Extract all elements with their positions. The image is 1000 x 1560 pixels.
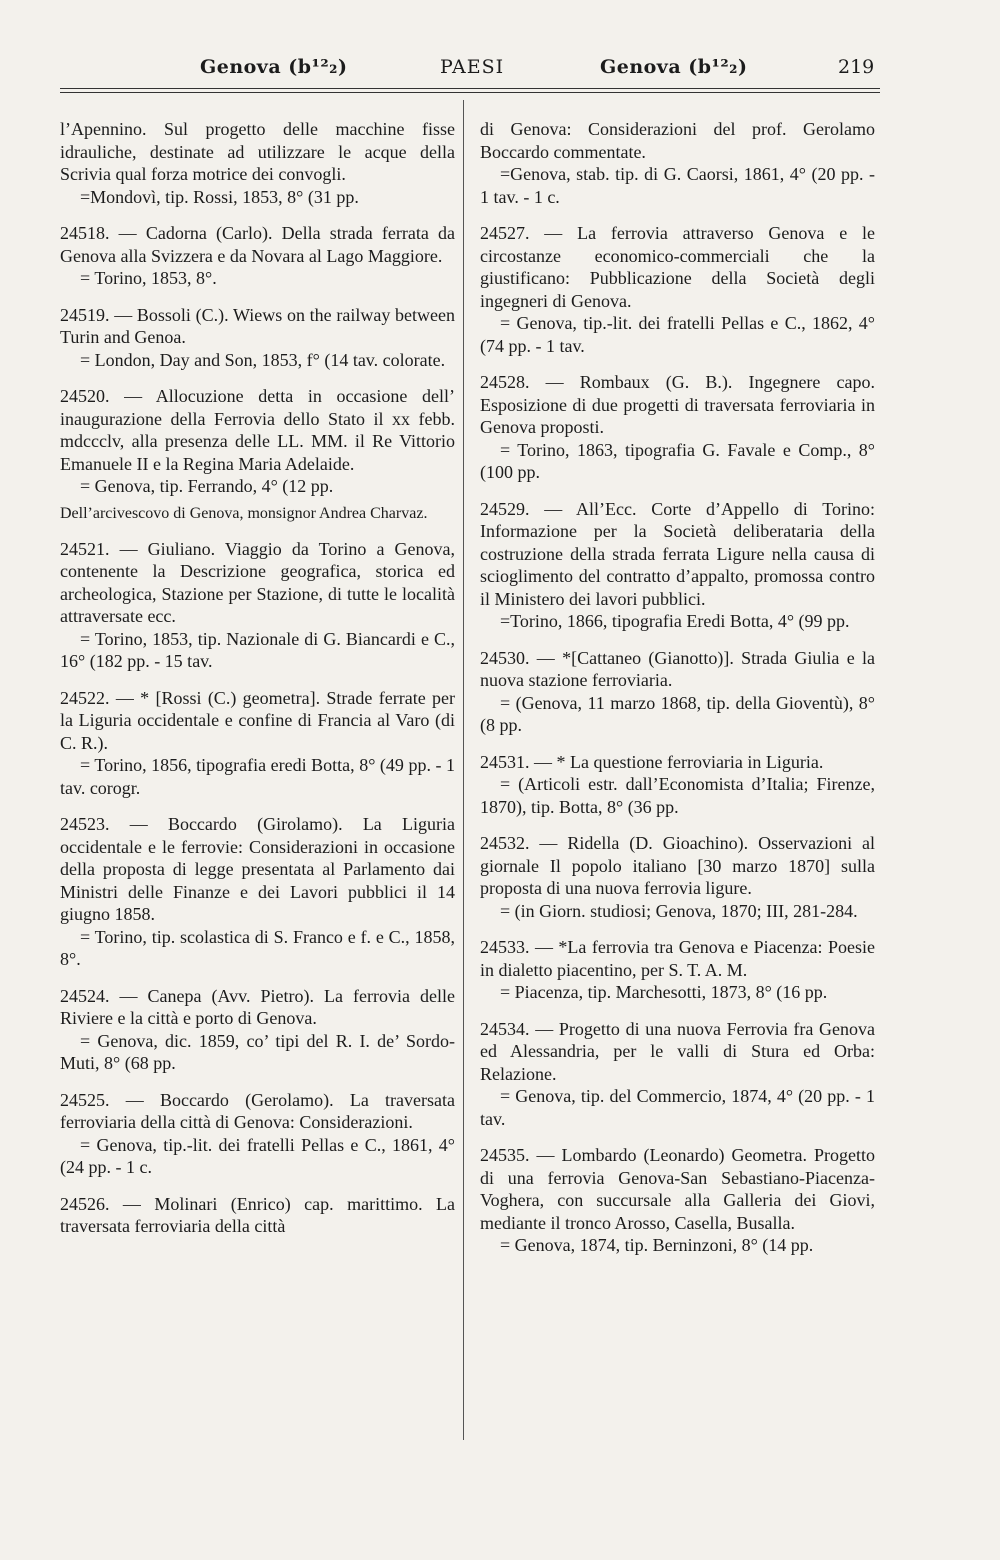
- column-divider: [463, 100, 464, 1440]
- entry-text: 24525. — Boccardo (Gerolamo). La traversata ferroviaria della città di Genova: Considerazioni.: [60, 1089, 455, 1132]
- entry-text: 24518. — Cadorna (Carlo). Della strada ferrata da Genova alla Svizzera e da Novara al Lago Maggiore.: [60, 223, 455, 266]
- entry-text: 24526. — Molinari (Enrico) cap. marittimo. La traversata ferroviaria della città: [60, 1193, 455, 1236]
- entry-text: l’Apennino. Sul progetto delle macchine fisse idrauliche, destinate ad utilizzare le acque della Scrivia qual forza motrice dei convogli.: [60, 119, 455, 184]
- entry-text: 24523. — Boccardo (Girolamo). La Liguria occidentale e le ferrovie: Considerazioni in occasione della proposta di legge presentata al Parlamento dai Ministri delle Finanze e dei Lavori pubblici il 14 giugno 1858.: [60, 814, 455, 924]
- entry-imprint: = Genova, tip.-lit. dei fratelli Pellas e C., 1861, 4° (24 pp. - 1 c.: [60, 1134, 455, 1177]
- entry-imprint: = (in Giorn. studiosi; Genova, 1870; III, 281-284.: [500, 900, 858, 921]
- entry-24525: [60, 1089, 455, 1179]
- left-column: [60, 118, 455, 1252]
- entry-imprint: = Torino, tip. scolastica di S. Franco e f. e C., 1858, 8°.: [60, 926, 455, 969]
- entry-text: 24534. — Progetto di una nuova Ferrovia fra Genova ed Alessandria, per le valli di Stura ed Orba: Relazione.: [480, 1018, 875, 1084]
- entry-text: 24519. — Bossoli (C.). Wiews on the railway between Turin and Genoa.: [60, 304, 455, 347]
- entry-24530: [480, 647, 875, 737]
- entry-text: 24535. — Lombardo (Leonardo) Geometra. Progetto di una ferrovia Genova-San Sebastiano-Piacenza-Voghera, con succursale alla Galleria dei Giovi, mediante il tronco Arosso, Casella, Busalla.: [480, 1145, 875, 1233]
- entry-imprint: = Torino, 1856, tipografia eredi Botta, 8° (49 pp. - 1 tav. corogr.: [60, 755, 455, 798]
- entry-24527: [480, 222, 875, 357]
- entry-imprint: = Piacenza, tip. Marchesotti, 1873, 8° (16 pp.: [500, 982, 828, 1002]
- entry-24526: [60, 1193, 455, 1238]
- header-section-title: PAESI: [440, 56, 505, 78]
- entry-24528: [480, 371, 875, 484]
- header-left-title: Genova (b¹²₂): [200, 56, 348, 78]
- entry-text: 24529. — All’Ecc. Corte d’Appello di Torino: Informazione per la Società deliberataria della costruzione della strada ferrata Ligure nella causa di scioglimento del contratto d’appalto, promossa contro il Ministero dei lavori pubblici.: [480, 498, 875, 609]
- entry-24531: [480, 751, 875, 819]
- entry-imprint: = Genova, 1874, tip. Berninzoni, 8° (14 pp.: [500, 1235, 814, 1255]
- entry-imprint: =Genova, stab. tip. di G. Caorsi, 1861, 4° (20 pp. - 1 tav. - 1 c.: [480, 164, 875, 207]
- entry-imprint: = (Articoli estr. dall’Economista d’Italia; Firenze, 1870), tip. Botta, 8° (36 pp.: [480, 774, 875, 817]
- header-rule-bottom: [60, 92, 880, 93]
- entry-24535: [480, 1144, 875, 1257]
- entry-24524: [60, 985, 455, 1075]
- entry-continuation: [60, 118, 455, 208]
- entry-24532: [480, 832, 875, 922]
- entry-text: 24532. — Ridella (D. Gioachino). Osservazioni al giornale Il popolo italiano [30 marzo 1870] sulla proposta di una nuova ferrovia ligure.: [480, 833, 875, 898]
- entry-imprint: = Genova, dic. 1859, co’ tipi del R. I. de’ Sordo-Muti, 8° (68 pp.: [60, 1030, 455, 1073]
- entry-imprint: = Genova, tip. del Commercio, 1874, 4° (20 pp. - 1 tav.: [480, 1086, 875, 1129]
- entry-24529: [480, 498, 875, 633]
- right-column: [480, 118, 875, 1271]
- entry-imprint: = Genova, tip.-lit. dei fratelli Pellas e C., 1862, 4° (74 pp. - 1 tav.: [480, 313, 875, 356]
- entry-imprint: = Torino, 1863, tipografia G. Favale e Comp., 8° (100 pp.: [480, 439, 875, 482]
- entry-24534: [480, 1018, 875, 1131]
- entry-text: 24522. — * [Rossi (C.) geometra]. Strade ferrate per la Liguria occidentale e confine di Francia al Varo (di C. R.).: [60, 687, 455, 753]
- entry-text: 24524. — Canepa (Avv. Pietro). La ferrovia delle Riviere e la città e porto di Genova.: [60, 985, 455, 1028]
- entry-text: 24531. — * La questione ferroviaria in Liguria.: [480, 751, 824, 772]
- entry-text: 24520. — Allocuzione detta in occasione dell’ inaugurazione della Ferrovia dello Stato il xx febb. mdccclv, alla presenza delle LL. MM. il Re Vittorio Emanuele II e la Regina Maria Adelaide.: [60, 386, 455, 474]
- entry-imprint: = Genova, tip. Ferrando, 4° (12 pp.: [80, 476, 334, 496]
- entry-imprint: =Mondovì, tip. Rossi, 1853, 8° (31 pp.: [80, 186, 359, 207]
- entry-text: 24528. — Rombaux (G. B.). Ingegnere capo. Esposizione di due progetti di traversata ferroviaria in Genova proposti.: [480, 372, 875, 437]
- entry-imprint: =Torino, 1866, tipografia Eredi Botta, 4° (99 pp.: [500, 611, 850, 631]
- entry-imprint: = (Genova, 11 marzo 1868, tip. della Gioventù), 8° (8 pp.: [480, 692, 875, 735]
- entry-note: Dell’arcivescovo di Genova, monsignor Andrea Charvaz.: [60, 504, 428, 522]
- running-header: [60, 56, 890, 90]
- entry-24519: [60, 304, 455, 372]
- entry-text: 24527. — La ferrovia attraverso Genova e le circostanze economico-commerciali che la giustificano: Pubblicazione della Società degli ingegneri di Genova.: [480, 223, 875, 311]
- entry-text: di Genova: Considerazioni del prof. Gerolamo Boccardo commentate.: [480, 119, 875, 162]
- entry-text: 24521. — Giuliano. Viaggio da Torino a Genova, contenente la Descrizione geografica, storica ed archeologica, Stazione per Stazione, di tutte le località attraversate ecc.: [60, 538, 455, 626]
- entry-24518: [60, 222, 455, 290]
- entry-imprint: = Torino, 1853, 8°.: [80, 268, 217, 288]
- entry-24522: [60, 687, 455, 800]
- header-rule-top: [60, 88, 880, 89]
- entry-imprint: = Torino, 1853, tip. Nazionale di G. Biancardi e C., 16° (182 pp. - 15 tav.: [60, 628, 455, 671]
- entry-24533: [480, 936, 875, 1004]
- entry-24523: [60, 813, 455, 971]
- page-number: 219: [838, 56, 875, 78]
- header-right-title: Genova (b¹²₂): [600, 56, 748, 78]
- entry-continuation: [480, 118, 875, 208]
- entry-text: 24533. — *La ferrovia tra Genova e Piacenza: Poesie in dialetto piacentino, per S. T. A. M.: [480, 937, 875, 980]
- entry-24521: [60, 538, 455, 673]
- entry-text: 24530. — *[Cattaneo (Gianotto)]. Strada Giulia e la nuova stazione ferroviaria.: [480, 647, 875, 690]
- entry-24520: [60, 385, 455, 498]
- entry-imprint: = London, Day and Son, 1853, f° (14 tav. colorate.: [80, 349, 446, 370]
